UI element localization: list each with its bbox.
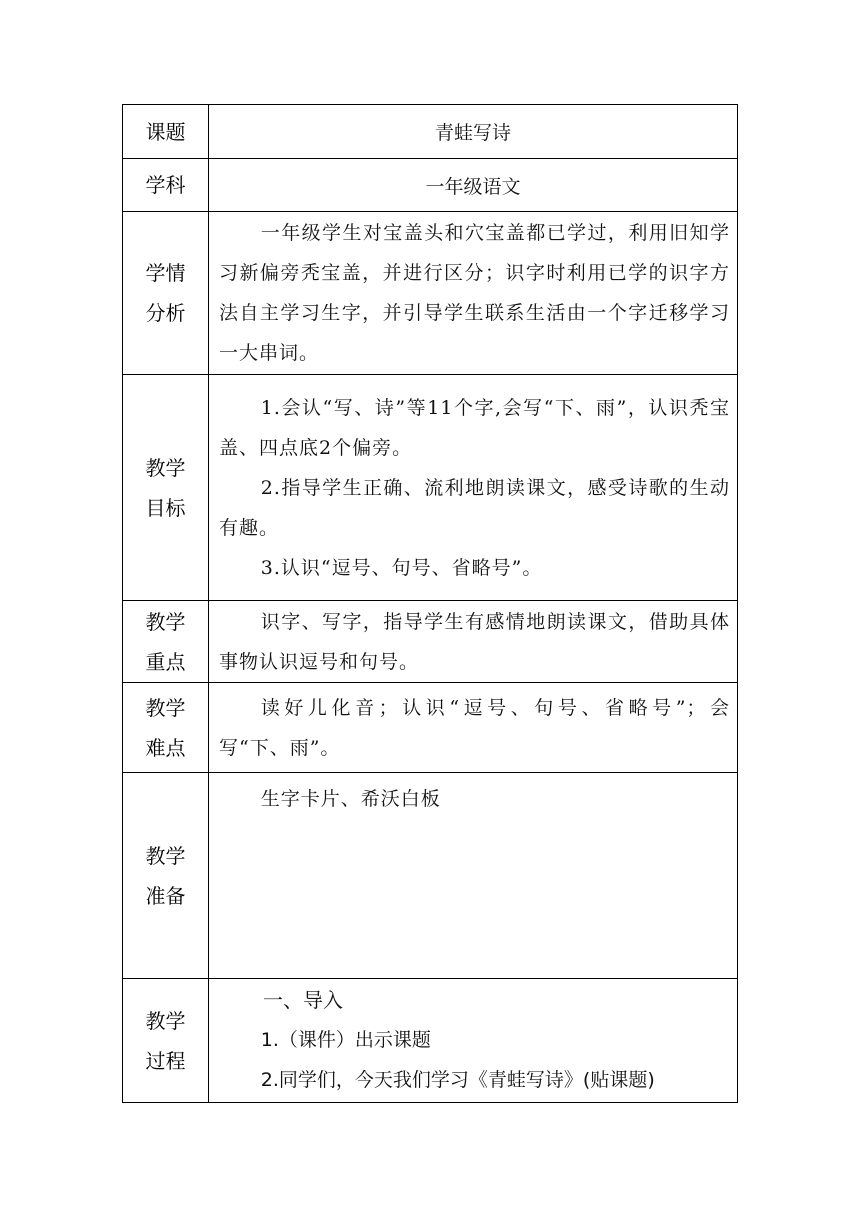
label-subject-text: 学科 (145, 173, 186, 197)
analysis-content (209, 212, 738, 375)
process-line-1: 1.（课件）出示课题 (260, 1029, 431, 1051)
label-goals-line2: 目标 (145, 495, 186, 520)
goal-item-1: 1.会认“写、诗”等11个字,会写“下、雨”，认识秃宝盖、四点底2个偏旁。 (219, 396, 730, 459)
label-difficulties-line2: 难点 (145, 735, 186, 760)
label-goals-line1: 教学 (145, 455, 186, 480)
row-title (123, 105, 738, 159)
label-preparation-line2: 准备 (145, 883, 186, 908)
label-process (123, 979, 209, 1103)
row-process (123, 979, 738, 1103)
label-process-line1: 教学 (145, 1008, 186, 1033)
row-difficulties (123, 683, 738, 773)
label-preparation-line1: 教学 (145, 843, 186, 868)
label-analysis-line2: 分析 (145, 301, 186, 325)
label-preparation (123, 773, 209, 979)
key-points-content (209, 601, 738, 683)
difficulties-content (209, 683, 738, 773)
row-preparation (123, 773, 738, 979)
label-title (123, 105, 209, 159)
lesson-plan-table (122, 104, 738, 1103)
goals-content (209, 375, 738, 601)
subject-value: 一年级语文 (209, 159, 738, 212)
key-points-text: 识字、写字，指导学生有感情地朗读课文，借助具体事物认识逗号和句号。 (219, 610, 730, 673)
label-analysis-line1: 学情 (145, 261, 186, 285)
label-key-points (123, 601, 209, 683)
row-subject (123, 159, 738, 212)
label-key-points-line1: 教学 (145, 609, 186, 634)
row-key-points (123, 601, 738, 683)
row-analysis (123, 212, 738, 375)
difficulties-text: 读好儿化音；认识“逗号、句号、省略号”；会写“下、雨”。 (219, 696, 730, 759)
label-goals (123, 375, 209, 601)
goal-item-2: 2.指导学生正确、流利地朗读课文，感受诗歌的生动有趣。 (219, 476, 730, 539)
label-title-text: 课题 (145, 119, 186, 144)
goal-item-3: 3.认识“逗号、句号、省略号”。 (260, 556, 543, 579)
label-key-points-line2: 重点 (145, 649, 186, 674)
process-line-2: 2.同学们，今天我们学习《青蛙写诗》(贴课题) (260, 1069, 655, 1091)
preparation-text: 生字卡片、希沃白板 (260, 788, 441, 810)
preparation-content (209, 773, 738, 979)
label-difficulties-line1: 教学 (145, 695, 186, 720)
process-content (209, 979, 738, 1103)
label-subject (123, 159, 209, 212)
label-difficulties (123, 683, 209, 773)
process-heading: 一、导入 (263, 988, 343, 1012)
label-process-line2: 过程 (145, 1048, 186, 1073)
row-goals (123, 375, 738, 601)
analysis-text: 一年级学生对宝盖头和穴宝盖都已学过，利用旧知学习新偏旁秃宝盖，并进行区分；识字时利用已学的识字方法自主学习生字，并引导学生联系生活由一个字迁移学习一大串词。 (219, 222, 730, 364)
title-value: 青蛙写诗 (209, 105, 738, 159)
label-analysis (123, 212, 209, 375)
